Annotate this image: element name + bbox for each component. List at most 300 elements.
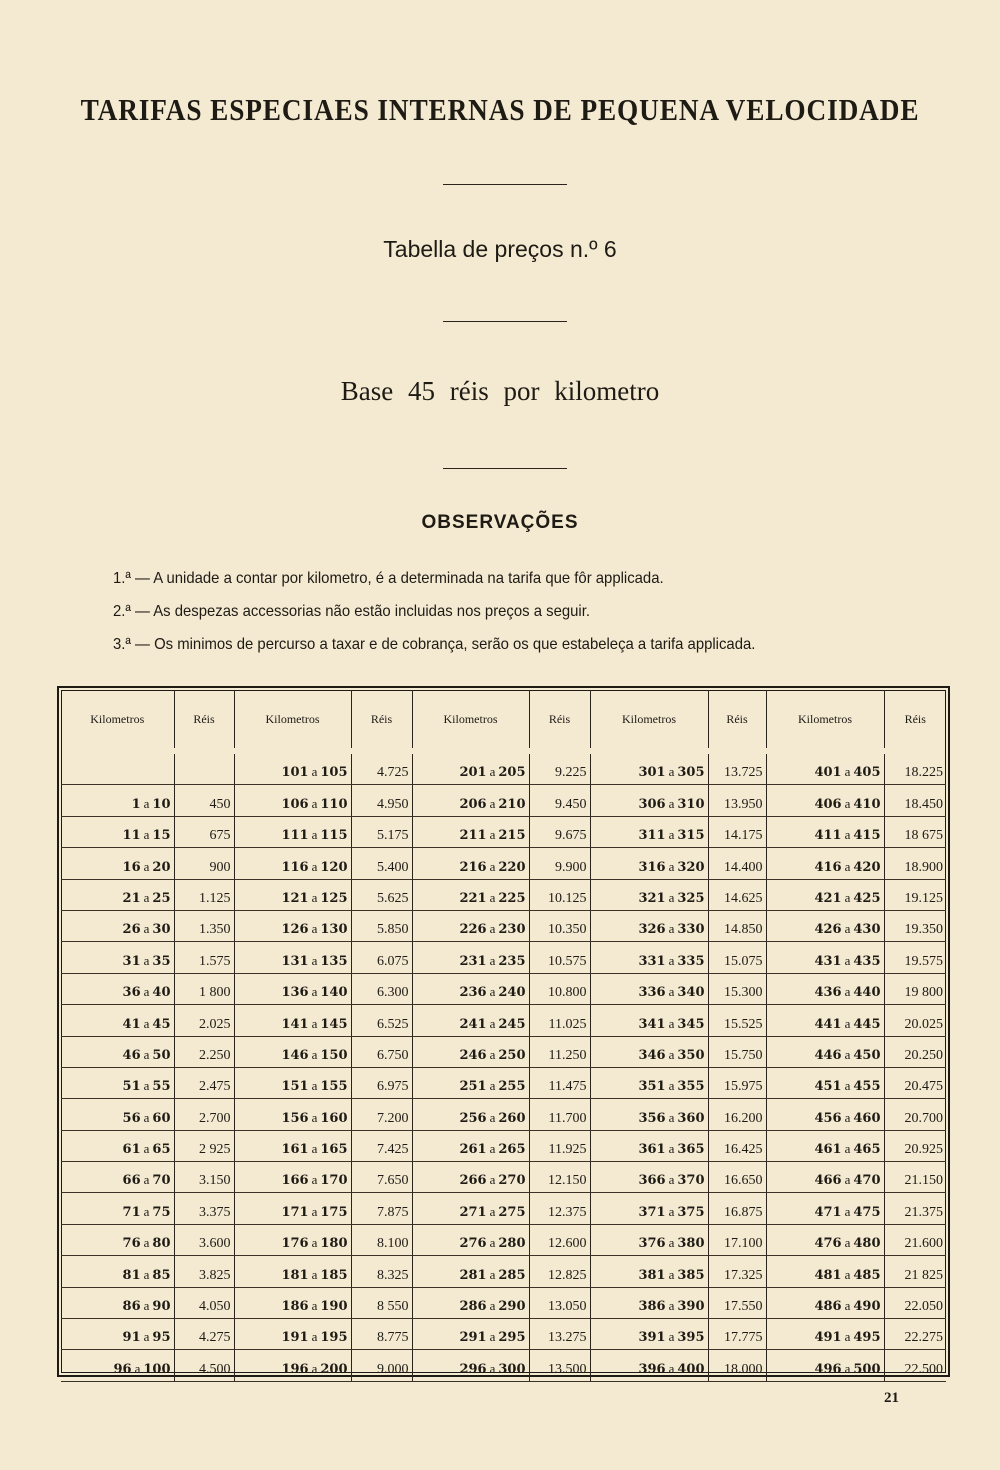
km-to: 75 (152, 1204, 171, 1220)
km-to: 220 (498, 859, 526, 875)
km-to: 200 (320, 1361, 348, 1377)
reis-price-cell: 19.575 (884, 942, 946, 973)
km-to: 260 (498, 1110, 526, 1126)
km-from: 351 (638, 1079, 666, 1095)
km-separator: a (489, 858, 496, 874)
km-range-cell (412, 1036, 529, 1067)
km-range-cell (412, 910, 529, 941)
km-separator: a (489, 952, 496, 968)
km-separator: a (844, 1360, 851, 1376)
reis-price-cell: 7.875 (351, 1193, 412, 1224)
km-from: 201 (459, 765, 487, 781)
reis-price-cell: 20.475 (884, 1067, 946, 1098)
reis-price-cell: 16.425 (708, 1130, 766, 1161)
km-separator: a (143, 1266, 150, 1282)
km-from: 431 (814, 953, 842, 969)
km-to: 30 (152, 922, 171, 938)
km-range-cell (766, 1162, 884, 1193)
km-from: 366 (638, 1173, 666, 1189)
km-to: 465 (853, 1142, 881, 1158)
reis-price-cell: 3.150 (174, 1162, 234, 1193)
km-range-cell (766, 816, 884, 847)
km-range-cell (590, 751, 708, 785)
reis-price-cell: 16.200 (708, 1099, 766, 1130)
reis-price-cell: 12.825 (529, 1256, 590, 1287)
km-separator: a (844, 1046, 851, 1062)
column-header-kilometros: Kilometros (234, 690, 351, 751)
reis-price-cell: 17.325 (708, 1256, 766, 1287)
km-range-cell (412, 1130, 529, 1161)
km-from: 11 (122, 828, 141, 844)
km-separator: a (143, 827, 150, 843)
km-separator: a (844, 827, 851, 843)
km-from: 326 (638, 922, 666, 938)
km-range-cell (766, 1350, 884, 1381)
reis-price-cell: 10.125 (529, 879, 590, 910)
km-separator: a (143, 952, 150, 968)
km-to: 290 (498, 1299, 526, 1315)
km-range-cell (61, 1350, 174, 1381)
km-range-cell (234, 1319, 351, 1350)
km-to: 270 (498, 1173, 526, 1189)
km-separator: a (844, 1266, 851, 1282)
km-to: 245 (498, 1016, 526, 1032)
km-to: 65 (152, 1142, 171, 1158)
km-range-cell (234, 910, 351, 941)
km-from: 16 (122, 859, 141, 875)
km-from: 176 (281, 1236, 309, 1252)
km-to: 460 (853, 1110, 881, 1126)
reis-price-cell: 19 800 (884, 973, 946, 1004)
column-header-reis: Réis (529, 690, 590, 751)
reis-price-cell: 450 (174, 785, 234, 816)
column-header-reis: Réis (708, 690, 766, 751)
reis-price-cell: 3.825 (174, 1256, 234, 1287)
km-separator: a (668, 1046, 675, 1062)
km-range-cell (234, 1256, 351, 1287)
km-range-cell (61, 1099, 174, 1130)
observation-item: 1.ª — A unidade a contar por kilometro, é a determinada na tarifa que fôr applicada. (113, 570, 664, 587)
reis-price-cell: 17.550 (708, 1287, 766, 1318)
km-range-cell (590, 1287, 708, 1318)
km-to: 195 (320, 1330, 348, 1346)
km-range-cell (61, 785, 174, 816)
column-header-kilometros: Kilometros (412, 690, 529, 751)
km-from: 451 (814, 1079, 842, 1095)
km-from: 461 (814, 1142, 842, 1158)
km-range-cell (412, 1067, 529, 1098)
km-range-cell (412, 1224, 529, 1255)
km-separator: a (143, 1329, 150, 1345)
km-from: 306 (638, 796, 666, 812)
km-range-cell (234, 1067, 351, 1098)
km-from: 261 (459, 1142, 487, 1158)
km-range-cell (61, 1036, 174, 1067)
km-separator: a (134, 1360, 141, 1376)
km-from: 86 (122, 1299, 141, 1315)
km-to: 295 (498, 1330, 526, 1346)
km-to: 495 (853, 1330, 881, 1346)
km-range-cell (590, 973, 708, 1004)
km-to: 45 (152, 1016, 171, 1032)
km-separator: a (844, 1141, 851, 1157)
reis-price-cell: 20.025 (884, 1005, 946, 1036)
km-from: 166 (281, 1173, 309, 1189)
table-row (61, 816, 946, 847)
km-range-cell (234, 879, 351, 910)
km-range-cell (590, 1099, 708, 1130)
km-separator: a (668, 858, 675, 874)
km-to: 15 (152, 828, 171, 844)
reis-price-cell: 4.050 (174, 1287, 234, 1318)
km-range-cell (590, 1005, 708, 1036)
km-from: 121 (281, 890, 309, 906)
km-separator: a (668, 984, 675, 1000)
km-from: 331 (638, 953, 666, 969)
km-range-cell (234, 1287, 351, 1318)
km-to: 155 (320, 1079, 348, 1095)
km-separator: a (143, 1015, 150, 1031)
table-row (61, 1193, 946, 1224)
km-from: 81 (122, 1267, 141, 1283)
observation-item: 3.ª — Os minimos de percurso a taxar e de cobrança, serão os que estabeleça a tarifa applicada. (113, 636, 756, 653)
km-separator: a (143, 1141, 150, 1157)
km-range-cell (234, 942, 351, 973)
km-to: 140 (320, 985, 348, 1001)
km-separator: a (844, 952, 851, 968)
km-from: 266 (459, 1173, 487, 1189)
km-to: 475 (853, 1204, 881, 1220)
km-to: 165 (320, 1142, 348, 1158)
km-from: 61 (122, 1142, 141, 1158)
km-from: 26 (122, 922, 141, 938)
km-to: 225 (498, 890, 526, 906)
km-from: 251 (459, 1079, 487, 1095)
km-to: 60 (152, 1110, 171, 1126)
km-to: 240 (498, 985, 526, 1001)
km-from: 101 (281, 765, 309, 781)
km-to: 370 (677, 1173, 705, 1189)
km-to: 40 (152, 985, 171, 1001)
km-range-cell (766, 1193, 884, 1224)
km-from: 131 (281, 953, 309, 969)
km-from: 236 (459, 985, 487, 1001)
km-range-cell (412, 973, 529, 1004)
km-range-cell (234, 816, 351, 847)
km-separator: a (668, 1360, 675, 1376)
reis-price-cell: 16.875 (708, 1193, 766, 1224)
column-header-kilometros: Kilometros (61, 690, 174, 751)
reis-price-cell: 4.275 (174, 1319, 234, 1350)
km-from: 296 (459, 1361, 487, 1377)
km-range-cell (61, 973, 174, 1004)
km-separator: a (489, 795, 496, 811)
km-separator: a (311, 1298, 318, 1314)
reis-price-cell: 14.850 (708, 910, 766, 941)
reis-price-cell: 13.050 (529, 1287, 590, 1318)
km-separator: a (844, 764, 851, 780)
km-from: 341 (638, 1016, 666, 1032)
km-range-cell (766, 910, 884, 941)
km-from: 191 (281, 1330, 309, 1346)
km-to: 265 (498, 1142, 526, 1158)
km-from: 281 (459, 1267, 487, 1283)
km-range-cell (412, 1193, 529, 1224)
km-to: 85 (152, 1267, 171, 1283)
km-separator: a (311, 1203, 318, 1219)
km-from: 471 (814, 1204, 842, 1220)
km-from: 466 (814, 1173, 842, 1189)
table-row (61, 942, 946, 973)
km-separator: a (311, 984, 318, 1000)
km-range-cell (412, 816, 529, 847)
divider-rule (443, 468, 567, 469)
reis-price-cell: 21 825 (884, 1256, 946, 1287)
price-table (61, 690, 946, 1382)
km-separator: a (668, 827, 675, 843)
km-to: 375 (677, 1204, 705, 1220)
km-separator: a (143, 921, 150, 937)
km-separator: a (311, 921, 318, 937)
reis-price-cell: 2 925 (174, 1130, 234, 1161)
km-range-cell (61, 942, 174, 973)
km-from: 21 (122, 890, 141, 906)
reis-price-cell: 8.775 (351, 1319, 412, 1350)
column-header-reis: Réis (351, 690, 412, 751)
km-to: 255 (498, 1079, 526, 1095)
km-separator: a (489, 1046, 496, 1062)
km-from: 71 (122, 1204, 141, 1220)
km-to: 125 (320, 890, 348, 906)
reis-price-cell: 9.000 (351, 1350, 412, 1381)
table-row (61, 848, 946, 879)
km-separator: a (311, 952, 318, 968)
km-to: 55 (152, 1079, 171, 1095)
km-to: 315 (677, 828, 705, 844)
km-separator: a (311, 827, 318, 843)
reis-price-cell: 3.375 (174, 1193, 234, 1224)
km-to: 135 (320, 953, 348, 969)
km-separator: a (844, 1109, 851, 1125)
km-to: 230 (498, 922, 526, 938)
table-row (61, 1036, 946, 1067)
km-range-cell (766, 751, 884, 785)
km-separator: a (311, 1141, 318, 1157)
km-range-cell (61, 1287, 174, 1318)
km-from: 1 (131, 796, 141, 812)
observations-heading: OBSERVAÇÕES (421, 512, 579, 533)
km-separator: a (143, 1046, 150, 1062)
reis-price-cell: 4.725 (351, 751, 412, 785)
reis-price-cell: 15.975 (708, 1067, 766, 1098)
km-from: 196 (281, 1361, 309, 1377)
table-row (61, 1350, 946, 1381)
km-from: 406 (814, 796, 842, 812)
km-separator: a (311, 1329, 318, 1345)
km-from: 156 (281, 1110, 309, 1126)
km-to: 320 (677, 859, 705, 875)
km-to: 190 (320, 1299, 348, 1315)
km-separator: a (844, 1203, 851, 1219)
km-range-cell (61, 1224, 174, 1255)
km-to: 185 (320, 1267, 348, 1283)
km-range-cell (590, 1256, 708, 1287)
km-separator: a (668, 921, 675, 937)
km-range-cell (234, 1224, 351, 1255)
reis-price-cell: 18.225 (884, 751, 946, 785)
reis-price-cell: 13.500 (529, 1350, 590, 1381)
km-separator: a (143, 984, 150, 1000)
reis-price-cell: 8.100 (351, 1224, 412, 1255)
km-to: 360 (677, 1110, 705, 1126)
km-separator: a (668, 1015, 675, 1031)
km-to: 335 (677, 953, 705, 969)
km-from: 371 (638, 1204, 666, 1220)
reis-price-cell: 2.475 (174, 1067, 234, 1098)
km-from: 346 (638, 1047, 666, 1063)
km-from: 396 (638, 1361, 666, 1377)
km-from: 151 (281, 1079, 309, 1095)
km-range-cell (590, 879, 708, 910)
km-to: 305 (677, 765, 705, 781)
km-separator: a (143, 1298, 150, 1314)
km-from: 256 (459, 1110, 487, 1126)
km-from: 421 (814, 890, 842, 906)
km-to: 500 (853, 1361, 881, 1377)
km-from: 141 (281, 1016, 309, 1032)
km-to: 20 (152, 859, 171, 875)
km-range-cell (234, 785, 351, 816)
km-from: 116 (281, 859, 309, 875)
km-to: 130 (320, 922, 348, 938)
km-range-cell (234, 1130, 351, 1161)
km-from: 381 (638, 1267, 666, 1283)
reis-price-cell: 15.075 (708, 942, 766, 973)
km-separator: a (844, 921, 851, 937)
km-to: 215 (498, 828, 526, 844)
km-range-cell (766, 1130, 884, 1161)
table-row (61, 751, 946, 785)
km-from: 356 (638, 1110, 666, 1126)
reis-price-cell: 15.300 (708, 973, 766, 1004)
table-row (61, 1319, 946, 1350)
reis-price-cell: 15.525 (708, 1005, 766, 1036)
km-from: 126 (281, 922, 309, 938)
km-from: 476 (814, 1236, 842, 1252)
km-from: 221 (459, 890, 487, 906)
km-range-cell (234, 1099, 351, 1130)
reis-price-cell: 8.325 (351, 1256, 412, 1287)
km-separator: a (668, 1203, 675, 1219)
reis-price-cell: 17.100 (708, 1224, 766, 1255)
km-range-cell (766, 1067, 884, 1098)
reis-price-cell: 20.700 (884, 1099, 946, 1130)
km-to: 100 (143, 1361, 171, 1377)
km-from: 291 (459, 1330, 487, 1346)
km-range-cell (61, 1005, 174, 1036)
km-to: 50 (152, 1047, 171, 1063)
km-range-cell (590, 1162, 708, 1193)
km-to: 175 (320, 1204, 348, 1220)
km-range-cell (590, 785, 708, 816)
km-separator: a (489, 1266, 496, 1282)
km-separator: a (311, 1266, 318, 1282)
km-range-cell (234, 848, 351, 879)
table-row (61, 1099, 946, 1130)
km-range-cell (590, 1130, 708, 1161)
km-range-cell (590, 942, 708, 973)
km-from: 411 (814, 828, 842, 844)
document-title: TARIFAS ESPECIAES INTERNAS DE PEQUENA VELOCIDADE (80, 92, 920, 127)
km-to: 355 (677, 1079, 705, 1095)
km-to: 445 (853, 1016, 881, 1032)
reis-price-cell: 6.525 (351, 1005, 412, 1036)
km-range-cell (766, 1005, 884, 1036)
km-range-cell (412, 785, 529, 816)
km-range-cell (412, 1350, 529, 1381)
km-to: 280 (498, 1236, 526, 1252)
km-range-cell (61, 910, 174, 941)
table-row (61, 879, 946, 910)
reis-price-cell: 18.900 (884, 848, 946, 879)
km-from: 231 (459, 953, 487, 969)
km-separator: a (489, 1109, 496, 1125)
km-separator: a (489, 1235, 496, 1251)
reis-price-cell: 9.900 (529, 848, 590, 879)
km-range-cell (766, 1319, 884, 1350)
km-separator: a (489, 1329, 496, 1345)
reis-price-cell: 1.125 (174, 879, 234, 910)
km-from: 311 (638, 828, 666, 844)
km-to: 330 (677, 922, 705, 938)
km-to: 345 (677, 1016, 705, 1032)
table-row (61, 1130, 946, 1161)
km-range-cell (590, 816, 708, 847)
km-to: 440 (853, 985, 881, 1001)
divider-rule (443, 184, 567, 185)
km-to: 310 (677, 796, 705, 812)
km-from: 246 (459, 1047, 487, 1063)
km-range-cell (412, 1319, 529, 1350)
table-row (61, 1256, 946, 1287)
km-to: 485 (853, 1267, 881, 1283)
km-range-cell (590, 1036, 708, 1067)
km-from: 416 (814, 859, 842, 875)
km-to: 455 (853, 1079, 881, 1095)
km-separator: a (143, 795, 150, 811)
km-to: 435 (853, 953, 881, 969)
reis-price-cell: 18.450 (884, 785, 946, 816)
km-range-cell (61, 1193, 174, 1224)
km-to: 10 (152, 796, 171, 812)
reis-price-cell: 6.750 (351, 1036, 412, 1067)
km-to: 205 (498, 765, 526, 781)
reis-price-cell: 22.050 (884, 1287, 946, 1318)
km-range-cell (766, 879, 884, 910)
km-to: 415 (853, 828, 881, 844)
reis-price-cell: 11.700 (529, 1099, 590, 1130)
km-to: 400 (677, 1361, 705, 1377)
km-separator: a (844, 984, 851, 1000)
reis-price-cell: 10.800 (529, 973, 590, 1004)
km-to: 390 (677, 1299, 705, 1315)
km-separator: a (143, 858, 150, 874)
table-row (61, 1067, 946, 1098)
reis-price-cell: 1.575 (174, 942, 234, 973)
km-separator: a (311, 1046, 318, 1062)
km-from: 161 (281, 1142, 309, 1158)
reis-price-cell: 14.400 (708, 848, 766, 879)
